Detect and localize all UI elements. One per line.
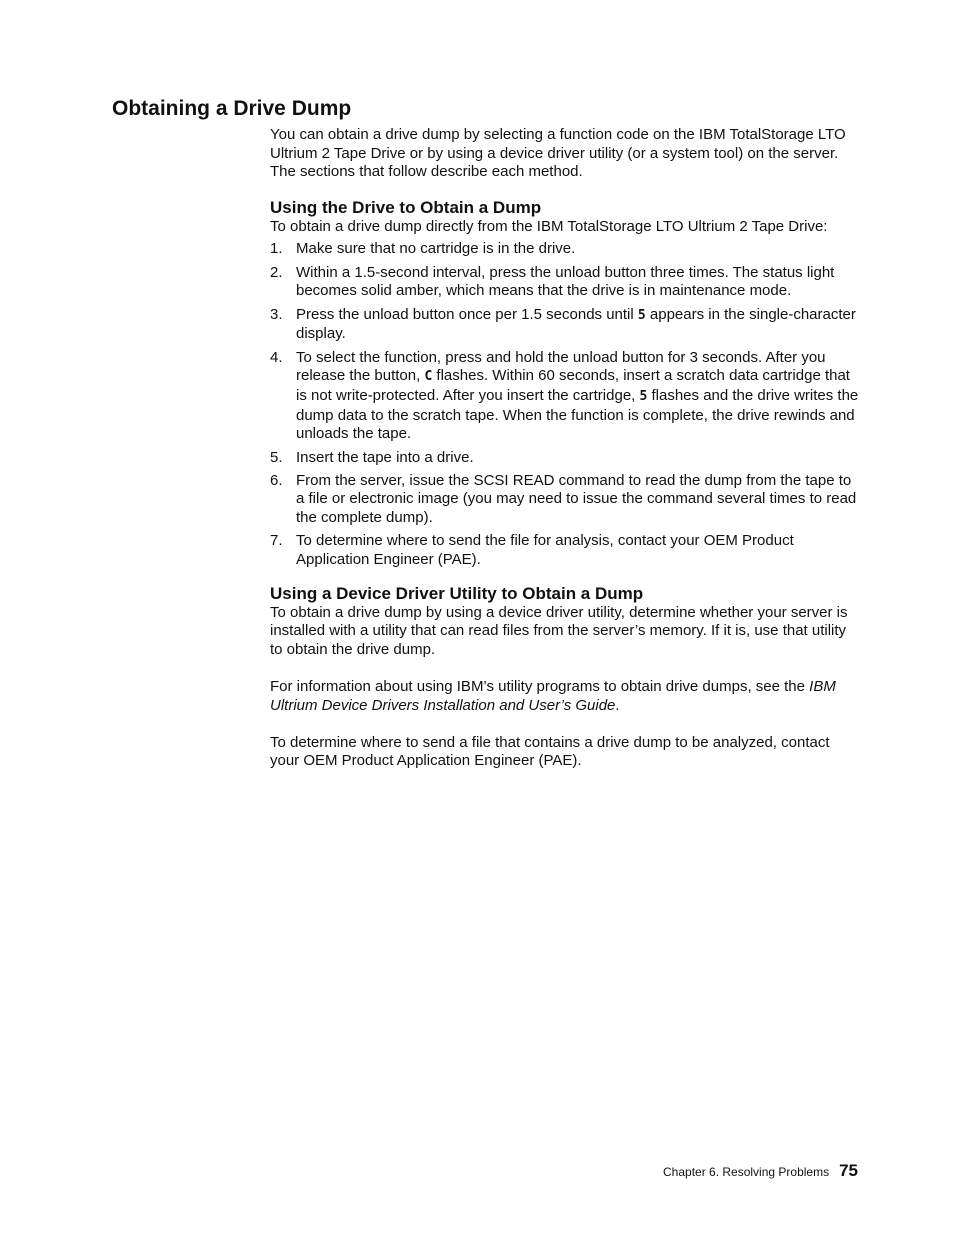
step-text-part: appears in the single-character display. (296, 305, 856, 343)
list-item (270, 240, 862, 259)
step-text-part: flashes. Within 60 seconds, insert a scratch data cartridge that is not write-protected. After you insert the cartridge, (296, 367, 850, 404)
guide-text: For information about using IBM’s utility programs to obtain drive dumps, see the (270, 678, 810, 696)
step-text-part: Press the unload button once per 1.5 seconds until (296, 305, 638, 323)
step-number: 7. (270, 532, 283, 550)
page-footer (663, 1161, 858, 1181)
step-text: To determine where to send the file for analysis, contact your OEM Product Application Engineer (PAE). (296, 532, 794, 569)
page-number: 75 (839, 1161, 858, 1180)
step-number: 1. (270, 240, 283, 258)
display-code: C (424, 369, 433, 385)
step-text: Within a 1.5-second interval, press the unload button three times. The status light becomes solid amber, which means that the drive is in maintenance mode. (296, 263, 835, 300)
content-body (270, 126, 862, 771)
utility-paragraph: To obtain a drive dump by using a device driver utility, determine whether your server is installed with a utility that can read files from the server’s memory. If it is, use that utility to obtain the drive dump. (270, 603, 848, 658)
list-item (270, 306, 862, 344)
step-number: 6. (270, 471, 283, 489)
list-item (270, 532, 862, 569)
list-item (270, 472, 862, 528)
section-lead-drive: To obtain a drive dump directly from the IBM TotalStorage LTO Ultrium 2 Tape Drive: (270, 217, 828, 235)
step-text: From the server, issue the SCSI READ command to read the dump from the tape to a file or electronic image (you may need to issue the command several times to read the complete dump). (296, 471, 857, 527)
section-heading-drive: Using the Drive to Obtain a Dump (270, 197, 542, 217)
page-title: Obtaining a Drive Dump (112, 97, 352, 120)
list-item (270, 264, 862, 301)
steps-list (270, 240, 862, 569)
step-text: Insert the tape into a drive. (296, 448, 474, 466)
list-item (270, 449, 862, 468)
chapter-label: Chapter 6. Resolving Problems (663, 1165, 830, 1179)
list-item (270, 349, 862, 444)
step-number: 2. (270, 263, 283, 281)
step-text: Make sure that no cartridge is in the drive. (296, 240, 576, 258)
step-text-part: To select the function, press and hold the unload button for 3 seconds. After you release the button, (296, 348, 826, 385)
step-number: 3. (270, 305, 283, 323)
display-code: 5 (639, 388, 648, 404)
section-heading-utility: Using a Device Driver Utility to Obtain a Dump (270, 583, 644, 603)
step-text-part: flashes and the drive writes the dump data to the scratch tape. When the function is complete, the drive rewinds and unloads the tape. (296, 386, 859, 443)
step-number: 5. (270, 448, 283, 466)
step-number: 4. (270, 348, 283, 366)
guide-text-end: . (615, 696, 620, 714)
contact-paragraph: To determine where to send a file that contains a drive dump to be analyzed, contact your OEM Product Application Engineer (PAE). (270, 733, 830, 770)
guide-reference-paragraph (270, 678, 862, 715)
display-code: 5 (637, 307, 646, 323)
intro-paragraph: You can obtain a drive dump by selecting a function code on the IBM TotalStorage LTO Ultrium 2 Tape Drive or by using a device driver utility (or a system tool) on the server. The sections that follow describe each method. (270, 126, 846, 181)
guide-title: IBM Ultrium Device Drivers Installation and User’s Guide (270, 678, 836, 714)
